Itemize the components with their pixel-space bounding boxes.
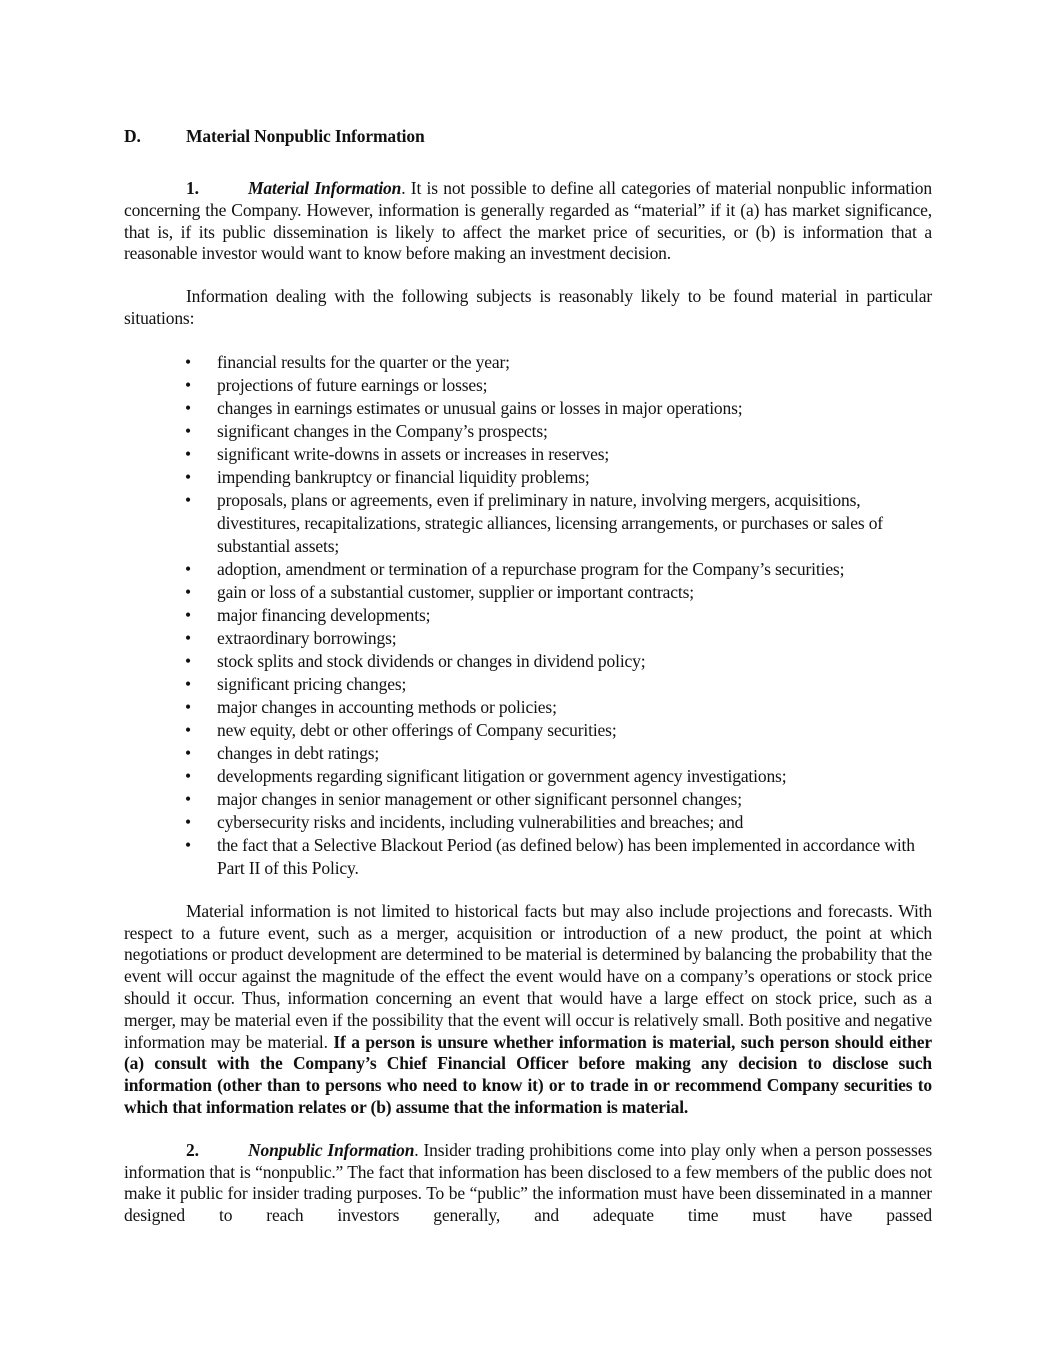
list-item-text: extraordinary borrowings; <box>217 627 397 648</box>
bullet-icon: • <box>185 397 191 418</box>
section-heading <box>124 125 932 147</box>
list-item-text: significant write-downs in assets or increases in reserves; <box>217 443 610 464</box>
list-item-text: major changes in accounting methods or policies; <box>217 696 557 717</box>
paragraph-heading: Material Information <box>248 178 402 198</box>
list-item <box>124 650 932 673</box>
list-item-text: projections of future earnings or losses; <box>217 374 488 395</box>
bullet-icon: • <box>185 719 191 740</box>
list-item <box>124 834 932 880</box>
list-item-text: gain or loss of a substantial customer, supplier or important contracts; <box>217 581 694 602</box>
document-page <box>124 125 932 1248</box>
list-item <box>124 374 932 397</box>
list-item <box>124 420 932 443</box>
list-item-text: developments regarding significant litigation or government agency investigations; <box>217 765 787 786</box>
bullet-icon: • <box>185 650 191 671</box>
list-item <box>124 466 932 489</box>
list-item-text: stock splits and stock dividends or changes in dividend policy; <box>217 650 646 671</box>
bullet-icon: • <box>185 374 191 395</box>
list-item <box>124 489 932 558</box>
bullet-icon: • <box>185 489 191 510</box>
list-item-text: impending bankruptcy or financial liquidity problems; <box>217 466 590 487</box>
list-item <box>124 719 932 742</box>
paragraph-material-scope <box>124 901 932 1119</box>
bullet-icon: • <box>185 604 191 625</box>
bullet-icon: • <box>185 466 191 487</box>
list-item <box>124 696 932 719</box>
material-subjects-list <box>124 351 932 880</box>
bullet-icon: • <box>185 420 191 441</box>
list-item <box>124 351 932 374</box>
list-item-text: new equity, debt or other offerings of Company securities; <box>217 719 617 740</box>
list-item <box>124 811 932 834</box>
list-item <box>124 558 932 581</box>
paragraph-material-information <box>124 178 932 265</box>
bullet-icon: • <box>185 811 191 832</box>
paragraph-number: 2. <box>186 1139 199 1160</box>
list-item <box>124 397 932 420</box>
paragraph-subjects-intro: Information dealing with the following subjects is reasonably likely to be found material in particular situations: <box>124 286 932 328</box>
paragraph-heading: Nonpublic Information <box>248 1139 415 1160</box>
bullet-icon: • <box>185 696 191 717</box>
section-letter: D. <box>124 126 141 146</box>
list-item-text: the fact that a Selective Blackout Period (as defined below) has been implemented in accordance with Part II of this Policy. <box>217 834 915 878</box>
list-item-text: cybersecurity risks and incidents, including vulnerabilities and breaches; and <box>217 811 744 832</box>
bullet-icon: • <box>185 673 191 694</box>
list-item <box>124 788 932 811</box>
list-item <box>124 673 932 696</box>
bullet-icon: • <box>185 558 191 579</box>
paragraph-text: . Insider trading prohibitions come into play only when a person possesses information that is “nonpublic.” The fact that information has been disclosed to a few members of the public does not make it public for insider trading purposes. To be “public” the information must have been disseminated in a manner designed to reach investors generally, and adequate time must have passed <box>124 1139 932 1226</box>
bullet-icon: • <box>185 834 191 855</box>
bullet-icon: • <box>185 443 191 464</box>
list-item-text: significant changes in the Company’s prospects; <box>217 420 548 441</box>
paragraph-text: . It is not possible to define all categories of material nonpublic information concerning the Company. However, information is generally regarded as “material” if it (a) has market significance, that is, if its public dissemination is likely to affect the market price of securities, or (b) is information that a reasonable investor would want to know before making an investment decision. <box>124 178 932 264</box>
list-item-text: adoption, amendment or termination of a repurchase program for the Company’s securities; <box>217 558 845 579</box>
list-item <box>124 604 932 627</box>
list-item-text: significant pricing changes; <box>217 673 407 694</box>
list-item <box>124 742 932 765</box>
list-item <box>124 581 932 604</box>
list-item-text: financial results for the quarter or the year; <box>217 351 510 372</box>
list-item <box>124 443 932 466</box>
bullet-icon: • <box>185 788 191 809</box>
list-item <box>124 627 932 650</box>
paragraph-text: Material information is not limited to historical facts but may also include projections and forecasts. With respect to a future event, such as a merger, acquisition or introduction of a new product, the point at which negotiations or product development are determined to be material is determined by balancing the probability that the event will occur against the magnitude of the effect the event would have on a company’s operations or stock price should it occur. Thus, information concerning an event that would have a large effect on stock price, such as a merger, may be material even if the possibility that the event will occur is relatively small. Both positive and negative information may be material. <box>124 900 932 1052</box>
bullet-icon: • <box>185 627 191 648</box>
paragraph-number: 1. <box>186 178 199 198</box>
list-item-text: changes in debt ratings; <box>217 742 380 763</box>
list-item-text: changes in earnings estimates or unusual gains or losses in major operations; <box>217 397 743 418</box>
list-item-text: major financing developments; <box>217 604 431 625</box>
bullet-icon: • <box>185 351 191 372</box>
list-item-text: major changes in senior management or other significant personnel changes; <box>217 788 742 809</box>
list-item <box>124 765 932 788</box>
bullet-icon: • <box>185 742 191 763</box>
paragraph-nonpublic-information <box>124 1140 932 1227</box>
section-title: Material Nonpublic Information <box>186 126 425 146</box>
list-item-text: proposals, plans or agreements, even if preliminary in nature, involving mergers, acquisitions, divestitures, recapitalizations, strategic alliances, licensing arrangements, or purchases or sales of substantial assets; <box>217 489 883 556</box>
bullet-icon: • <box>185 765 191 786</box>
paragraph-bold-warning: If a person is unsure whether information is material, such person should either (a) consult with the Company’s Chief Financial Officer before making any decision to disclose such information (other than to persons who need to know it) or to trade in or recommend Company securities to which that information relates or (b) assume that the information is material. <box>124 1031 932 1117</box>
bullet-icon: • <box>185 581 191 602</box>
